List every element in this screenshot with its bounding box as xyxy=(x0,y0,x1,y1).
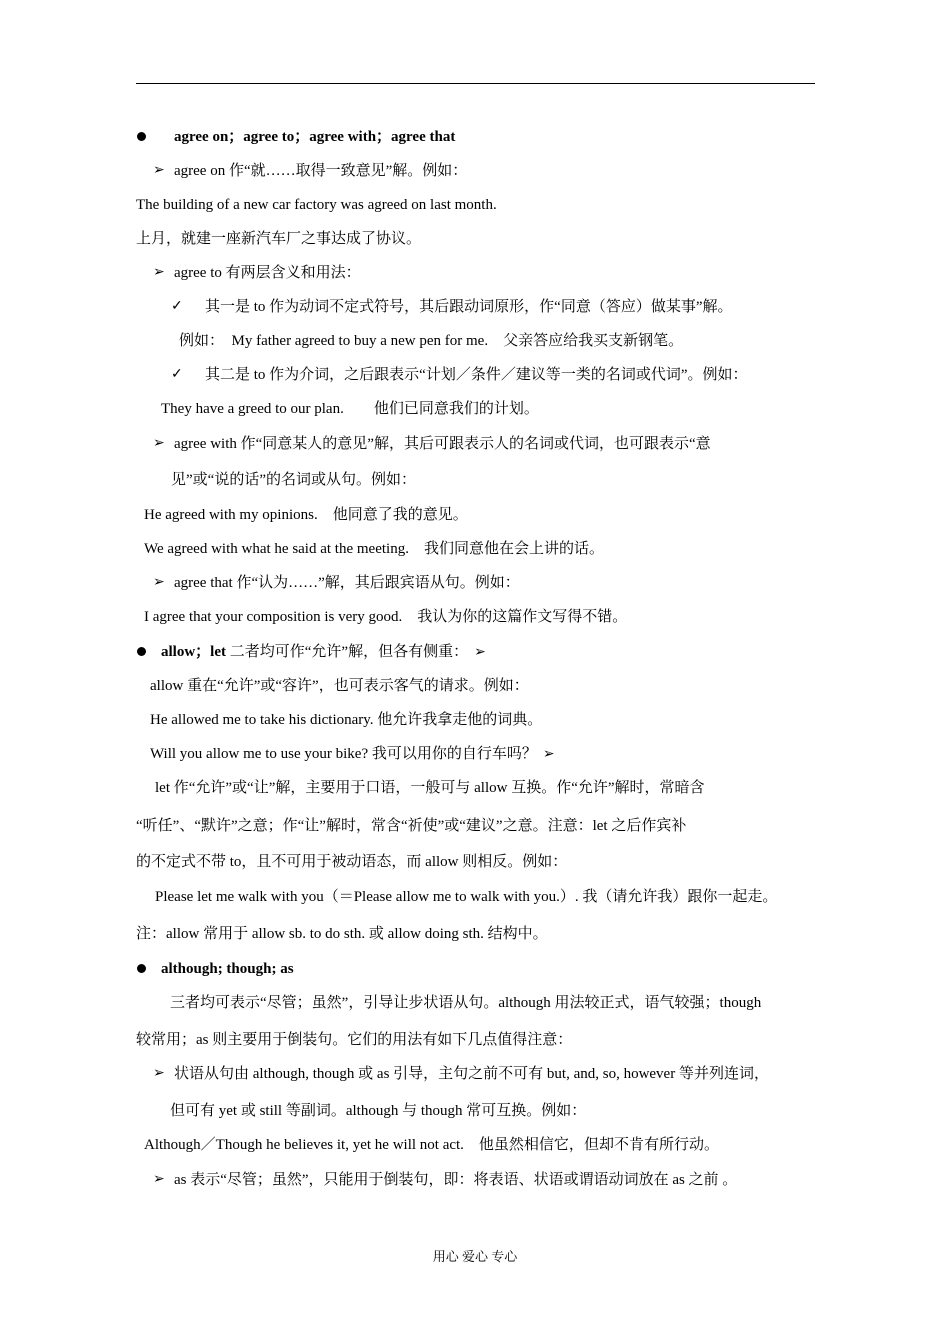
text-line: 状语从句由 although, though 或 as 引导，主句之前不可有 but, and, so, however 等并列连词， xyxy=(174,1066,769,1082)
arrow-bullet-icon: ➢ xyxy=(153,1066,165,1081)
check-bullet-icon: ✓ xyxy=(171,299,183,314)
arrow-bullet-icon: ➢ xyxy=(153,575,165,590)
heading-agree: agree on；agree to；agree with；agree that xyxy=(174,129,456,145)
arrow-bullet-icon: ➢ xyxy=(542,747,555,762)
arrow-bullet-icon: ➢ xyxy=(153,1172,165,1187)
page-footer: 用心 爱心 专心 xyxy=(432,1249,518,1264)
header-rule xyxy=(136,83,815,84)
example-line: 例如： My father agreed to buy a new pen for me. 父亲答应给我买支新钢笔。 xyxy=(179,333,684,349)
arrow-bullet-icon: ➢ xyxy=(474,645,486,660)
text-line: 但可有 yet 或 still 等副词。although 与 though 常可互换。例如： xyxy=(170,1103,587,1119)
text-line: 其二是 to 作为介词，之后跟表示“计划／条件／建议等一类的名词或代词”。例如： xyxy=(205,367,748,383)
example-line: We agreed with what he said at the meeting. 我们同意他在会上讲的话。 xyxy=(144,541,604,557)
example-line: Although／Though he believes it, yet he will not act. 他虽然相信它，但却不肯有所行动。 xyxy=(144,1137,719,1153)
text-line: 的不定式不带 to，且不可用于被动语态，而 allow 则相反。例如： xyxy=(136,854,568,870)
example-line xyxy=(150,744,555,765)
text-line: “听任”、“默许”之意；作“让”解时，常含“祈使”或“建议”之意。注意：let 之后作宾补 xyxy=(136,818,687,834)
bullet-dot xyxy=(137,132,146,141)
heading-rest: 二者均可作“允许”解，但各有侧重： xyxy=(226,644,469,660)
arrow-bullet-icon: ➢ xyxy=(153,265,165,280)
bullet-dot xyxy=(137,647,146,656)
text-line: 三者均可表示“尽管；虽然”，引导让步状语从句。although 用法较正式，语气较强；though xyxy=(170,995,762,1011)
example-line: They have a greed to our plan. 他们已同意我们的计划。 xyxy=(161,401,539,417)
example-line: Please let me walk with you（＝Please allow me to walk with you.）. 我（请允许我）跟你一起走。 xyxy=(155,889,778,905)
text-line: agree that 作“认为……”解，其后跟宾语从句。例如： xyxy=(174,575,520,591)
example-line: The building of a new car factory was agreed on last month. xyxy=(136,197,497,213)
heading-although: although; though; as xyxy=(161,961,294,977)
check-bullet-icon: ✓ xyxy=(171,367,183,382)
example-line: I agree that your composition is very good. 我认为你的这篇作文写得不错。 xyxy=(144,609,628,625)
text-line: agree to 有两层含义和用法： xyxy=(174,265,361,281)
text-line: agree on 作“就……取得一致意见”解。例如： xyxy=(174,163,468,179)
example-line: He allowed me to take his dictionary. 他允许我拿走他的词典。 xyxy=(150,712,543,728)
text-line: 较常用；as 则主要用于倒装句。它们的用法有如下几点值得注意： xyxy=(136,1032,573,1048)
text-line: 其一是 to 作为动词不定式符号，其后跟动词原形，作“同意（答应）做某事”解。 xyxy=(205,299,733,315)
text-line: 见”或“说的话”的名词或从句。例如： xyxy=(171,472,416,488)
bullet-dot xyxy=(137,964,146,973)
example-line: He agreed with my opinions. 他同意了我的意见。 xyxy=(144,507,468,523)
note-line: 注：allow 常用于 allow sb. to do sth. 或 allow doing sth. 结构中。 xyxy=(136,926,548,942)
text-line: as 表示“尽管；虽然”，只能用于倒装句，即：将表语、状语或谓语动词放在 as 之前 。 xyxy=(174,1172,738,1188)
translation-line: 上月，就建一座新汽车厂之事达成了协议。 xyxy=(136,231,422,247)
text-line: let 作“允许”或“让”解，主要用于口语，一般可与 allow 互换。作“允许”解时，常暗含 xyxy=(155,780,705,796)
arrow-bullet-icon: ➢ xyxy=(153,436,165,451)
heading-allow-let xyxy=(161,642,486,663)
example-text: Will you allow me to use your bike? 我可以用你的自行车吗？ xyxy=(150,746,537,762)
text-line: allow 重在“允许”或“容许”，也可表示客气的请求。例如： xyxy=(150,678,529,694)
text-line: agree with 作“同意某人的意见”解，其后可跟表示人的名词或代词，也可跟表示“意 xyxy=(174,436,711,452)
arrow-bullet-icon: ➢ xyxy=(153,163,165,178)
heading-bold: allow；let xyxy=(161,644,226,660)
